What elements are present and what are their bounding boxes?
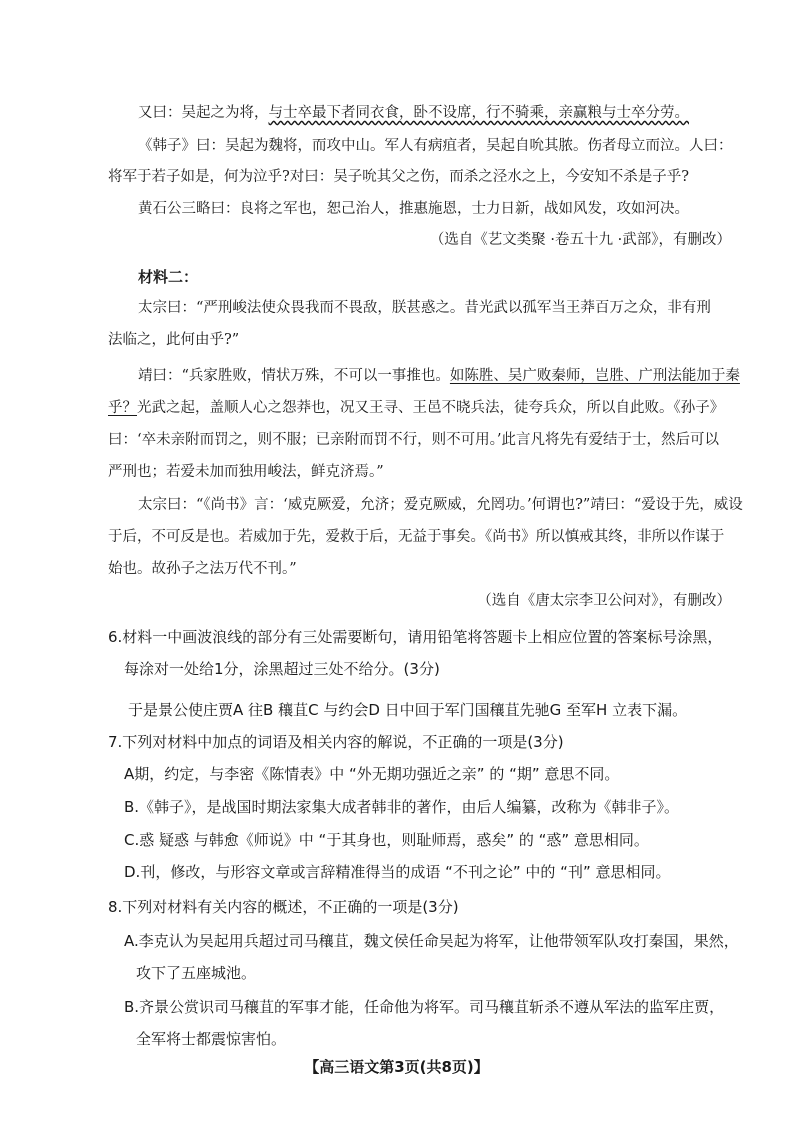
q6-stem-line2: 每涂对一处给1分，涂黑超过三处不给分。(3分) xyxy=(124,660,440,678)
material1-paragraph-2-line2: 将军于若子如是，何为泣乎?对曰：吴子吮其父之伤，而杀之泾水之上，今安知不杀是子乎? xyxy=(108,169,690,185)
q7-option-a: A期，约定，与李密《陈情表》中 “外无期功强近之亲” 的 “期” 意思不同。 xyxy=(124,765,620,783)
page-footer: 【高三语文第3页(共8页)】 xyxy=(304,1058,489,1076)
material1-p1-text: 又曰：吴起之为将， xyxy=(138,105,269,121)
q7-option-c: C.惑 疑惑 与韩愈《师说》中 “于其身也，则耻师焉，惑矣” 的 “惑” 意思相同。 xyxy=(124,831,649,849)
q6-passage: 于是景公使庄贾A 往B 穰苴C 与约会D 日中回于军门国穰苴先驰G 至军H 立表下漏。 xyxy=(128,701,688,719)
material2-paragraph-2-line4: 严刑也；若爱未加而独用峻法，鲜克济焉。” xyxy=(108,464,384,480)
material2-p2-text: 靖曰：“兵家胜败，情状万殊，不可以一事推也。 xyxy=(138,368,450,384)
material1-paragraph-2-line1: 《韩子》曰：吴起为魏将，而攻中山。军人有病疽者，吴起自吮其脓。伤者母立而泣。人曰： xyxy=(138,138,733,154)
material2-paragraph-1-line1: 太宗曰：“严刑峻法使众畏我而不畏敌，朕甚惑之。昔光武以孤军当王莽百万之众，非有刑 xyxy=(138,300,711,316)
material2-p2-underline: 如陈胜、吴广败秦师，岂胜、广刑法能加于秦 xyxy=(449,368,740,384)
material1-paragraph-3: 黄石公三略曰：良将之军也，恕己治人，推惠施恩，士力日新，战如风发，攻如河决。 xyxy=(138,201,689,217)
material1-p1-wavy-underline: 与士卒最下者同衣食，卧不设席，行不骑乘，亲赢粮与士卒分劳。 xyxy=(268,105,689,121)
material2-paragraph-1-line2: 法临之，此何由乎?” xyxy=(108,332,240,348)
q7-option-b: B.《韩子》，是战国时期法家集大成者韩非的著作，由后人编纂，改称为《韩非子》。 xyxy=(124,798,680,816)
q8-option-a-line1: A.李克认为吴起用兵超过司马穰苴，魏文侯任命吴起为将军，让他带领军队攻打秦国，果然， xyxy=(124,932,739,950)
material2-heading: 材料二： xyxy=(138,268,199,286)
material2-paragraph-2-line2 xyxy=(108,398,724,418)
q7-option-d: D.刊，修改，与形容文章或言辞精准得当的成语 “不刊之论” 中的 “刊” 意思相同。 xyxy=(124,863,671,881)
material1-paragraph-1 xyxy=(138,103,689,123)
q8-option-a-line2: 攻下了五座城池。 xyxy=(136,964,257,982)
material2-paragraph-2-line1 xyxy=(138,366,740,386)
material2-paragraph-3-line1: 太宗曰：“《尚书》言：‘威克厥爱，允济；爱克厥威，允罔功。’何谓也?”靖曰：“爱设于先，威设 xyxy=(138,497,743,513)
material2-p2-text-2: 光武之起，盖顺人心之怨莽也，况又王寻、王邑不晓兵法，徒夸兵众，所以自此败。《孙子》 xyxy=(137,400,725,416)
material2-paragraph-3-line2: 于后，不可反是也。若威加于先，爱救于后，无益于事矣。《尚书》所以慎戒其终，非所以作谋于 xyxy=(108,529,725,545)
material2-paragraph-2-line3: 曰：‘卒未亲附而罚之，则不服；已亲附而罚不行，则不可用。’此言凡将先有爱结于士，然后可以 xyxy=(108,432,719,448)
q8-option-b-line2: 全军将士都震惊害怕。 xyxy=(136,1030,287,1048)
material1-source: （选自《艺文类聚 ·卷五十九 ·武部》，有删改） xyxy=(429,232,731,248)
material2-source: （选自《唐太宗李卫公问对》，有删改） xyxy=(477,593,731,609)
q8-option-b-line1: B.齐景公赏识司马穰苴的军事才能，任命他为将军。司马穰苴斩杀不遵从军法的监军庄贾， xyxy=(124,998,725,1016)
q8-stem: 8.下列对材料有关内容的概述，不正确的一项是(3分) xyxy=(108,898,459,916)
material2-paragraph-3-line3: 始也。故孙子之法万代不刊。” xyxy=(108,561,297,577)
q7-stem: 7.下列对材料中加点的词语及相关内容的解说，不正确的一项是(3分) xyxy=(108,733,564,751)
q6-stem-line1: 6.材料一中画波浪线的部分有三处需要断句，请用铅笔将答题卡上相应位置的答案标号涂黑， xyxy=(108,628,723,646)
material2-p2-underline-2: 乎？ xyxy=(108,400,137,416)
